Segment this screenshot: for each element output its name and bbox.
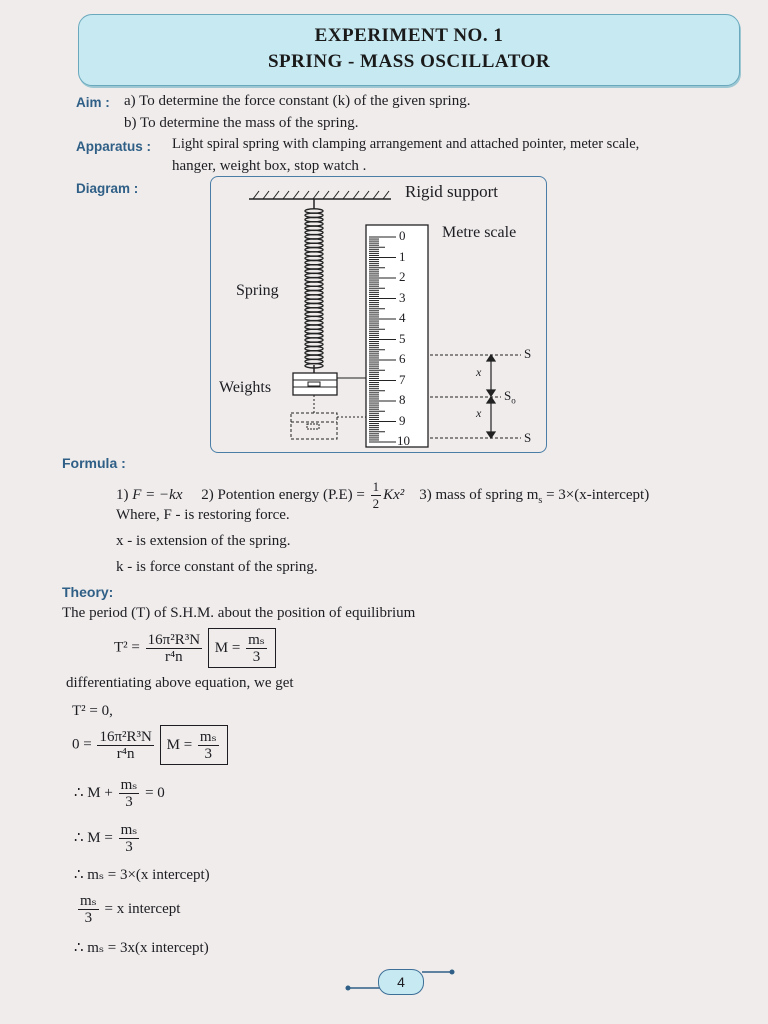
scale-tick-label: 3 [399,289,406,305]
step-4 [76,893,180,926]
t2-zero: T² = 0, [72,703,113,719]
spring-mass-diagram [210,176,547,453]
scale-tick-label: 4 [399,310,406,325]
zero-ms-fraction [198,729,219,762]
formula-3-subscript: s [538,494,543,506]
step-1-denominator: 3 [125,794,133,810]
zero-ms-numerator: mₛ [199,729,217,746]
scale-tick-label: 5 [399,330,406,346]
period-numerator: 16π²R³N [147,631,201,648]
step-1-tail: = 0 [145,784,165,801]
s-bottom-label: S [524,430,532,445]
formula-1: F = −kx [132,486,183,503]
step-4-denominator: 3 [84,910,93,926]
diagram-svg [211,177,546,452]
scale-tick-label: 9 [399,412,406,428]
step-4-numerator: mₛ [80,893,97,909]
step-1 [74,777,165,810]
weights-label: Weights [219,379,272,396]
zero-fraction [97,729,153,762]
x-upper-label: x [476,365,482,379]
zero-ms-denominator: 3 [204,746,213,763]
step-3: ∴ mₛ = 3×(x intercept) [74,867,210,883]
period-fraction [146,632,202,665]
step-4-fraction [78,893,99,926]
experiment-number: EXPERIMENT NO. 1 [314,25,504,46]
step-2-denominator: 3 [125,839,133,855]
scale-tick-label: 2 [399,269,406,284]
scale-tick-label: 6 [399,351,406,366]
spring-label: Spring [236,282,279,299]
differentiate-text: differentiating above equation, we get [66,675,294,691]
aim-b: b) To determine the mass of the spring. [124,115,359,131]
apparatus-line2: hanger, weight box, stop watch . [172,158,367,174]
step-2-lhs: ∴ M = [74,829,113,846]
s0-subscript: o [511,395,516,406]
period-equation [114,628,276,668]
step-5: ∴ mₛ = 3x(x intercept) [74,940,209,956]
x-lower-label: x [476,406,482,420]
metre-scale-label: Metre scale [442,224,517,241]
scale-tick-label: 0 [399,228,406,243]
ms-numerator: mₛ [248,632,265,649]
experiment-title: SPRING - MASS OSCILLATOR [267,51,551,72]
ms-denominator: 3 [252,649,261,666]
t-squared: T² = [114,639,140,656]
step-2-fraction [119,822,140,855]
step-2-numerator: mₛ [120,822,138,838]
step-2 [74,822,141,855]
rigid-support-label: Rigid support [405,182,499,201]
zero-equation [72,725,228,765]
bracket-m: M = [214,640,241,656]
fraction-numerator: 1 [372,479,380,494]
step-1-numerator: mₛ [120,777,138,793]
scale-tick-label: 1 [399,248,406,264]
formula-2-prefix: 2) Potention energy (P.E) = [201,486,365,503]
zero-bracket [160,725,228,765]
theory-label: Theory: [62,584,114,600]
step-1-fraction [119,777,140,810]
zero-bracket-m: M = [166,737,193,753]
s-top-label: S [524,346,532,361]
step-4-tail: = x intercept [104,900,181,917]
s0-label [504,388,516,406]
formula-2-suffix: Kx² [383,486,405,503]
theory-intro: The period (T) of S.H.M. about the position of equilibrium [62,605,416,621]
scale-tick-label: 10 [397,433,410,448]
diagram-label: Diagram : [76,181,139,196]
formula-3: 3) mass of spring m [419,486,539,503]
zero-denominator: r⁴n [116,745,135,762]
where-constant: k - is force constant of the spring. [116,559,318,575]
where-force: Where, F - is restoring force. [116,507,290,523]
where-extension: x - is extension of the spring. [116,533,291,549]
formula-1-number: 1) [116,486,129,503]
step-1-lhs: ∴ M + [74,784,113,801]
scale-tick-label: 8 [399,392,406,407]
zero-lhs: 0 = [72,736,92,753]
aim-label: Aim : [76,95,110,110]
formula-3-tail: = 3×(x-intercept) [542,486,650,503]
apparatus-line1: Light spiral spring with clamping arrangement and attached pointer, meter scale, [172,136,640,152]
apparatus-label: Apparatus : [76,139,152,154]
scale-tick-label: 7 [399,371,406,387]
experiment-title-box [78,14,740,86]
fraction-denominator: 2 [372,496,380,511]
s0-letter: S [504,388,512,403]
formula-label: Formula : [62,455,126,471]
formula-2-fraction [371,479,382,512]
page-number: 4 [378,969,424,995]
aim-a: a) To determine the force constant (k) of the given spring. [124,93,471,109]
ms-fraction [246,632,267,665]
mass-bracket [208,628,276,668]
zero-numerator: 16π²R³N [99,728,152,745]
period-denominator: r⁴n [164,648,183,665]
